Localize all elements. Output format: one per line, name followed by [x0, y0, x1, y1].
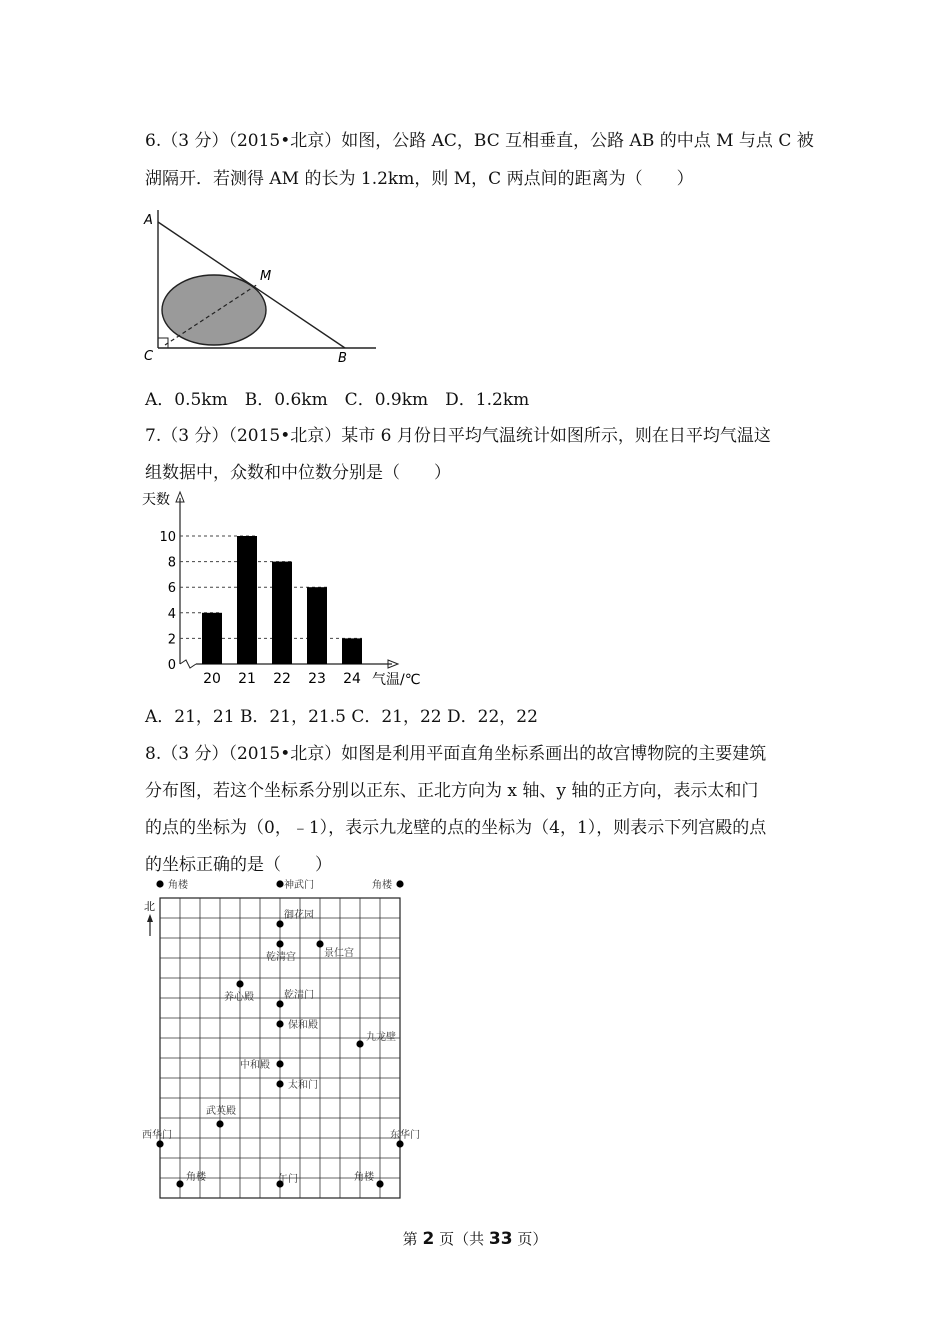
north-arrowhead-icon: [147, 914, 153, 922]
place-label-10: 中和殿: [240, 1060, 270, 1071]
place-dot-5: [316, 940, 323, 947]
place-dot-13: [156, 1140, 163, 1147]
q7-text-line2: 组数据中，众数和中位数分别是（ ）: [145, 463, 451, 483]
q6-triangle-figure: [140, 200, 380, 370]
place-dot-4: [276, 940, 283, 947]
x-tick-20: 20: [203, 671, 221, 687]
q8-text-line1: 8.（3 分）（2015•北京）如图是利用平面直角坐标系画出的故宫博物院的主要建筑: [145, 744, 767, 764]
place-label-4: 乾清宫: [266, 952, 296, 963]
y-tick-10: 10: [159, 530, 176, 545]
place-dot-14: [396, 1140, 403, 1147]
x-tick-24: 24: [343, 671, 361, 687]
x-tick-21: 21: [238, 671, 256, 687]
q6-text-line2: 湖隔开．若测得 AM 的长为 1.2km，则 M，C 两点间的距离为（ ）: [145, 169, 694, 189]
q8-text-line3: 的点的坐标为（0，﹣1），表示九龙壁的点的坐标为（4，1），则表示下列宫殿的点: [145, 818, 767, 838]
place-dot-0: [276, 880, 283, 887]
place-dot-9: [356, 1040, 363, 1047]
x-axis-label: 气温/℃: [372, 672, 421, 688]
label-a: A: [144, 213, 153, 228]
place-label-15: 角楼: [186, 1172, 206, 1183]
right-angle-mark: [158, 338, 168, 348]
place-label-12: 武英殿: [206, 1106, 236, 1117]
place-label-7: 乾清门: [284, 990, 314, 1001]
footer-suffix: 页）: [517, 1230, 548, 1248]
y-tick-6: 6: [167, 581, 176, 597]
place-label-6: 养心殿: [224, 992, 254, 1003]
place-label-1: 角楼: [168, 880, 188, 891]
bar-23: [307, 587, 327, 664]
axis-break-mark: [180, 660, 196, 668]
footer-prefix: 第: [402, 1230, 418, 1248]
place-label-2: 角楼: [372, 880, 392, 891]
place-dot-6: [236, 980, 243, 987]
place-label-0: 神武门: [284, 880, 314, 891]
q8-text-line2: 分布图，若这个坐标系分别以正东、正北方向为 x 轴、y 轴的正方向，表示太和门: [145, 781, 759, 801]
q7-text-line1: 7.（3 分）（2015•北京）某市 6 月份日平均气温统计如图所示，则在日平均气温这: [145, 426, 771, 446]
place-label-16: 午门: [278, 1174, 298, 1185]
place-dot-2: [396, 880, 403, 887]
place-label-9: 九龙壁: [366, 1032, 396, 1043]
x-tick-22: 22: [273, 671, 291, 687]
q8-palace-map: [140, 880, 430, 1198]
place-label-17: 角楼: [354, 1172, 374, 1183]
x-tick-23: 23: [308, 671, 326, 687]
y-axis-label: 天数: [142, 492, 170, 508]
place-dot-15: [176, 1180, 183, 1187]
bar-20: [202, 613, 222, 664]
footer-page-number: 2: [422, 1229, 435, 1249]
lake: [162, 275, 266, 345]
footer-mid: 页（共: [439, 1230, 485, 1248]
place-dot-1: [156, 880, 163, 887]
y-tick-8: 8: [167, 555, 176, 571]
q7-bar-chart: [140, 488, 440, 688]
place-label-5: 景仁宫: [324, 948, 354, 959]
place-label-14: 东华门: [390, 1130, 420, 1141]
q6-options: A．0.5km B．0.6km C．0.9km D．1.2km: [145, 390, 530, 410]
q6-text-line1: 6.（3 分）（2015•北京）如图，公路 AC，BC 互相垂直，公路 AB 的中点 M 与点 C 被: [145, 131, 814, 151]
place-label-3: 御花园: [284, 910, 314, 921]
place-label-8: 保和殿: [288, 1020, 318, 1031]
y-tick-4: 4: [167, 606, 176, 622]
label-m: M: [260, 269, 272, 284]
place-dot-11: [276, 1080, 283, 1087]
q7-options: A．21，21 B．21，21.5 C．21，22 D．22，22: [145, 707, 538, 727]
place-dot-12: [216, 1120, 223, 1127]
bar-21: [237, 536, 257, 664]
bar-24: [342, 638, 362, 664]
place-dot-3: [276, 920, 283, 927]
page-footer: [0, 1228, 950, 1249]
footer-total-pages: 33: [488, 1229, 513, 1249]
bar-22: [272, 562, 292, 664]
place-dot-7: [276, 1000, 283, 1007]
label-b: B: [338, 351, 347, 366]
y-tick-2: 2: [167, 632, 176, 648]
north-label: 北: [144, 900, 155, 913]
y-tick-0: 0: [167, 658, 176, 673]
place-label-13: 西华门: [142, 1130, 172, 1141]
place-label-11: 太和门: [288, 1080, 318, 1091]
place-dot-8: [276, 1020, 283, 1027]
q8-text-line4: 的坐标正确的是（ ）: [145, 855, 332, 875]
label-c: C: [144, 349, 154, 364]
place-dot-10: [276, 1060, 283, 1067]
place-dot-17: [376, 1180, 383, 1187]
